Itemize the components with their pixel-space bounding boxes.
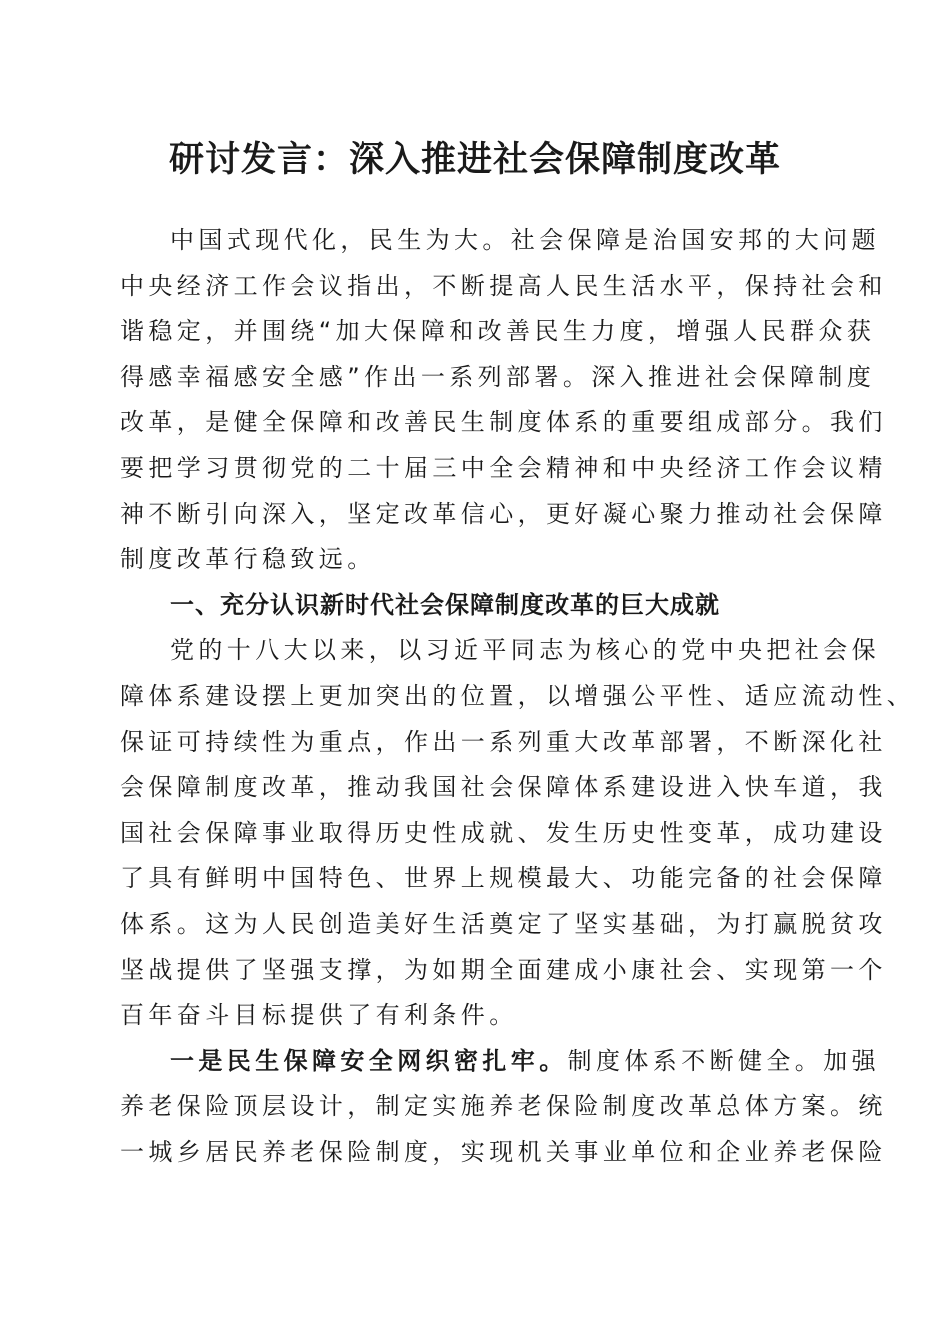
paragraph-line: 坚战提供了坚强支撑，为如期全面建成小康社会、实现第一个 [120,955,887,984]
section-heading: 一、充分认识新时代社会保障制度改革的巨大成就 [170,590,720,619]
paragraph-line: 养老保险顶层设计，制定实施养老保险制度改革总体方案。统 [120,1092,887,1121]
paragraph-line: 体系。这为人民创造美好生活奠定了坚实基础，为打赢脱贫攻 [120,909,887,938]
paragraph-text: 制度体系不断健全。加强 [567,1046,881,1075]
paragraph-line: 神不断引向深入，坚定改革信心，更好凝心聚力推动社会保障 [120,499,887,528]
paragraph-line: 障体系建设摆上更加突出的位置，以增强公平性、适应流动性、 [120,681,916,710]
paragraph-line: 制度改革行稳致远。 [120,545,376,574]
paragraph-line [120,1039,881,1085]
document-body [120,218,916,1175]
document-title: 研讨发言：深入推进社会保障制度改革 [168,139,781,180]
paragraph-line: 要把学习贯彻党的二十届三中全会精神和中央经济工作会议精 [120,453,887,482]
paragraph-line: 国社会保障事业取得历史性成就、发生历史性变革，成功建设 [120,818,887,847]
paragraph-line: 得感幸福感安全感”作出一系列部署。深入推进社会保障制度 [120,362,876,391]
paragraph-line: 党的十八大以来，以习近平同志为核心的党中央把社会保 [170,636,880,665]
paragraph-line: 了具有鲜明中国特色、世界上规模最大、功能完备的社会保障 [120,864,887,893]
paragraph-line: 中央经济工作会议指出，不断提高人民生活水平，保持社会和 [120,271,887,300]
paragraph-line: 保证可持续性为重点，作出一系列重大改革部署，不断深化社 [120,727,887,756]
paragraph-line: 百年奋斗目标提供了有利条件。 [120,1001,518,1030]
paragraph-lead: 一是民生保障安全网织密扎牢。 [170,1046,568,1075]
paragraph-line: 会保障制度改革，推动我国社会保障体系建设进入快车道，我 [120,773,887,802]
paragraph-line: 一城乡居民养老保险制度，实现机关事业单位和企业养老保险 [120,1137,887,1166]
paragraph-line: 谐稳定，并围绕“加大保障和改善民生力度，增强人民群众获 [120,317,876,346]
paragraph-line: 改革，是健全保障和改善民生制度体系的重要组成部分。我们 [120,408,887,437]
paragraph-line: 中国式现代化，民生为大。社会保障是治国安邦的大问题 [170,226,880,254]
